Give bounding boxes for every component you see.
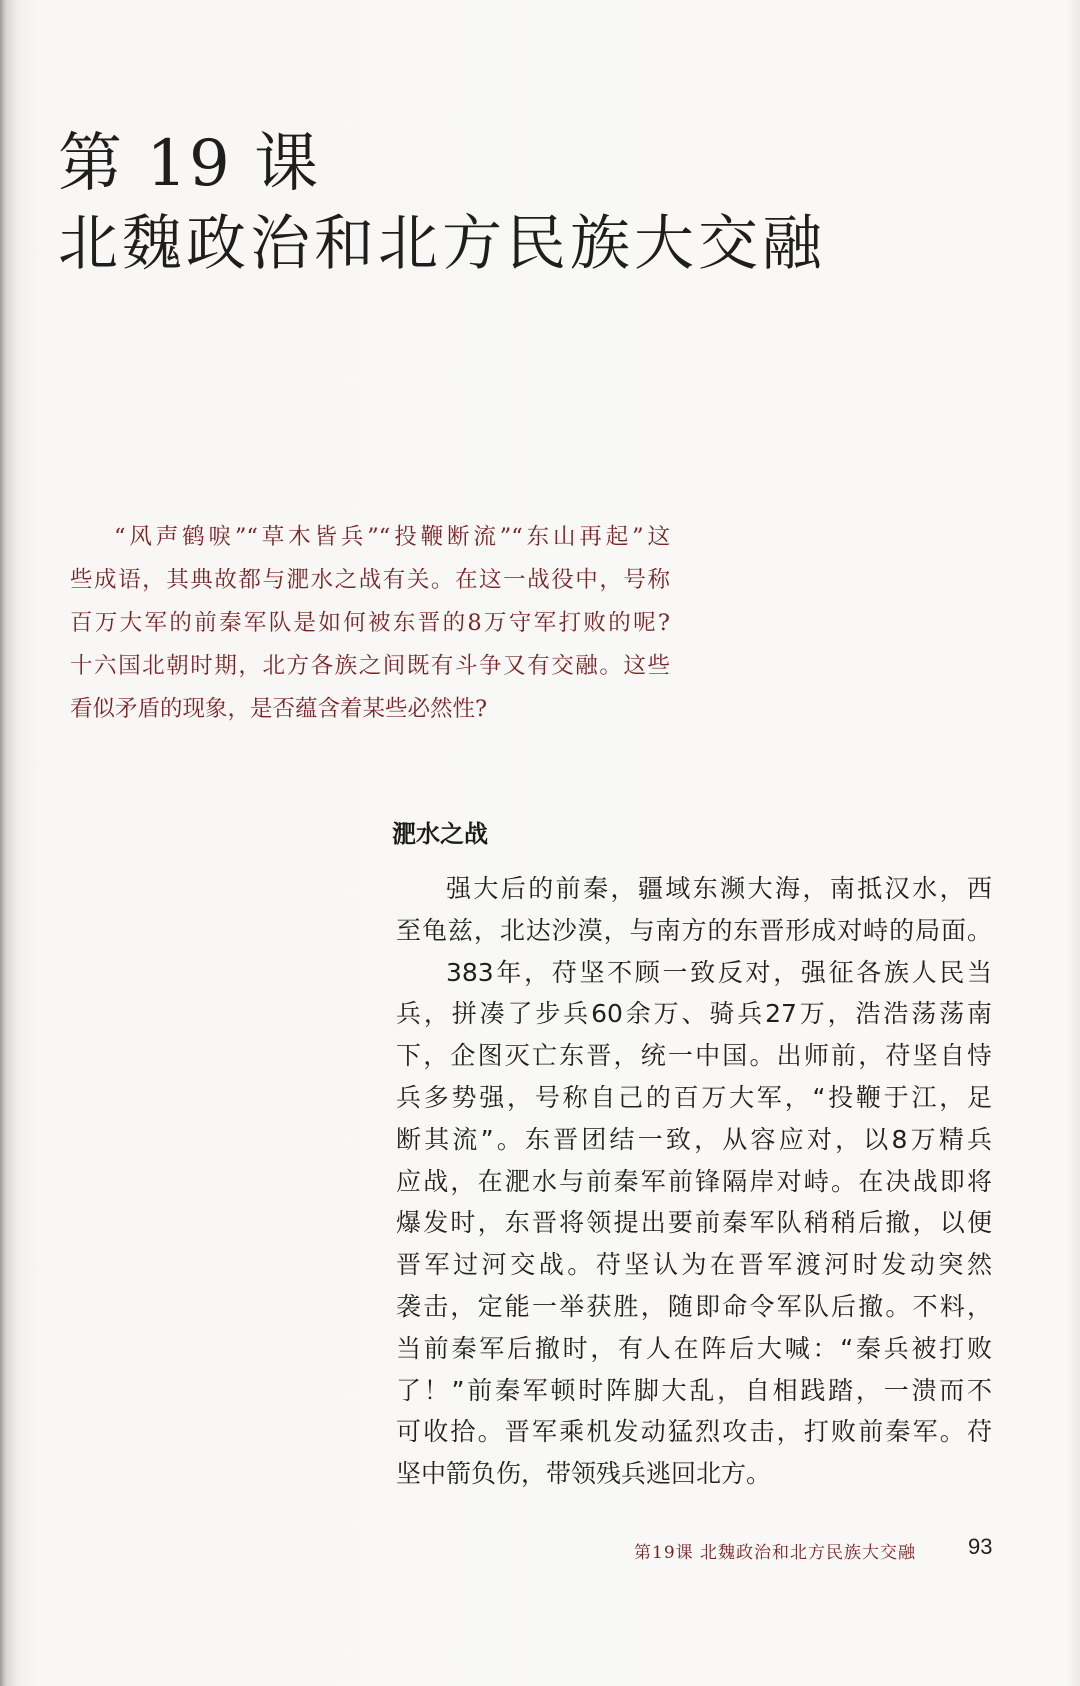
page-edge-shadow xyxy=(1066,0,1080,1686)
body-line: 可收拾。晋军乘机发动猛烈攻击，打败前秦军。苻 xyxy=(396,1417,992,1447)
body-line: 晋军过河交战。苻坚认为在晋军渡河时发动突然 xyxy=(396,1250,992,1280)
intro-line: “风声鹤唳”“草木皆兵”“投鞭断流”“东山再起”这 xyxy=(114,524,670,550)
body-line: 坚中箭负伤，带领残兵逃回北方。 xyxy=(396,1459,772,1489)
body-line: 应战，在淝水与前秦军前锋隔岸对峙。在决战即将 xyxy=(396,1166,992,1196)
section-body xyxy=(396,868,992,1495)
body-line: 至龟兹，北达沙漠，与南方的东晋形成对峙的局面。 xyxy=(396,915,992,945)
body-line: 强大后的前秦，疆域东濒大海，南抵汉水，西 xyxy=(446,874,992,903)
body-line: 当前秦军后撤时，有人在阵后大喊：“秦兵被打败 xyxy=(396,1333,992,1363)
body-line: 383年，苻坚不顾一致反对，强征各族人民当 xyxy=(446,957,992,987)
intro-line: 些成语，其典故都与淝水之战有关。在这一战役中，号称 xyxy=(70,567,670,593)
body-line: 了！”前秦军顿时阵脚大乱，自相践踏，一溃而不 xyxy=(396,1375,992,1405)
intro-line: 百万大军的前秦军队是如何被东晋的8万守军打败的呢? xyxy=(70,610,670,636)
body-line: 断其流”。东晋团结一致，从容应对，以8万精兵 xyxy=(396,1124,992,1154)
body-line: 兵，拼凑了步兵60余万、骑兵27万，浩浩荡荡南 xyxy=(396,999,992,1029)
body-line: 下，企图灭亡东晋，统一中国。出师前，苻坚自恃 xyxy=(396,1041,992,1071)
intro-line: 看似矛盾的现象，是否蕴含着某些必然性? xyxy=(70,696,488,722)
body-line: 爆发时，东晋将领提出要前秦军队稍稍后撤，以便 xyxy=(396,1208,992,1238)
intro-paragraph xyxy=(70,516,670,731)
section-heading: 淝水之战 xyxy=(392,820,488,848)
running-footer-title: 第19课 北魏政治和北方民族大交融 xyxy=(634,1543,917,1563)
lesson-number: 第 19 课 xyxy=(58,127,321,201)
body-line: 袭击，定能一举获胜，随即命令军队后撤。不料， xyxy=(396,1291,992,1321)
body-line: 兵多势强，号称自己的百万大军，“投鞭于江，足 xyxy=(396,1082,992,1112)
page-number: 93 xyxy=(968,1534,993,1559)
lesson-title: 北魏政治和北方民族大交融 xyxy=(58,209,826,279)
intro-line: 十六国北朝时期，北方各族之间既有斗争又有交融。这些 xyxy=(70,653,670,679)
